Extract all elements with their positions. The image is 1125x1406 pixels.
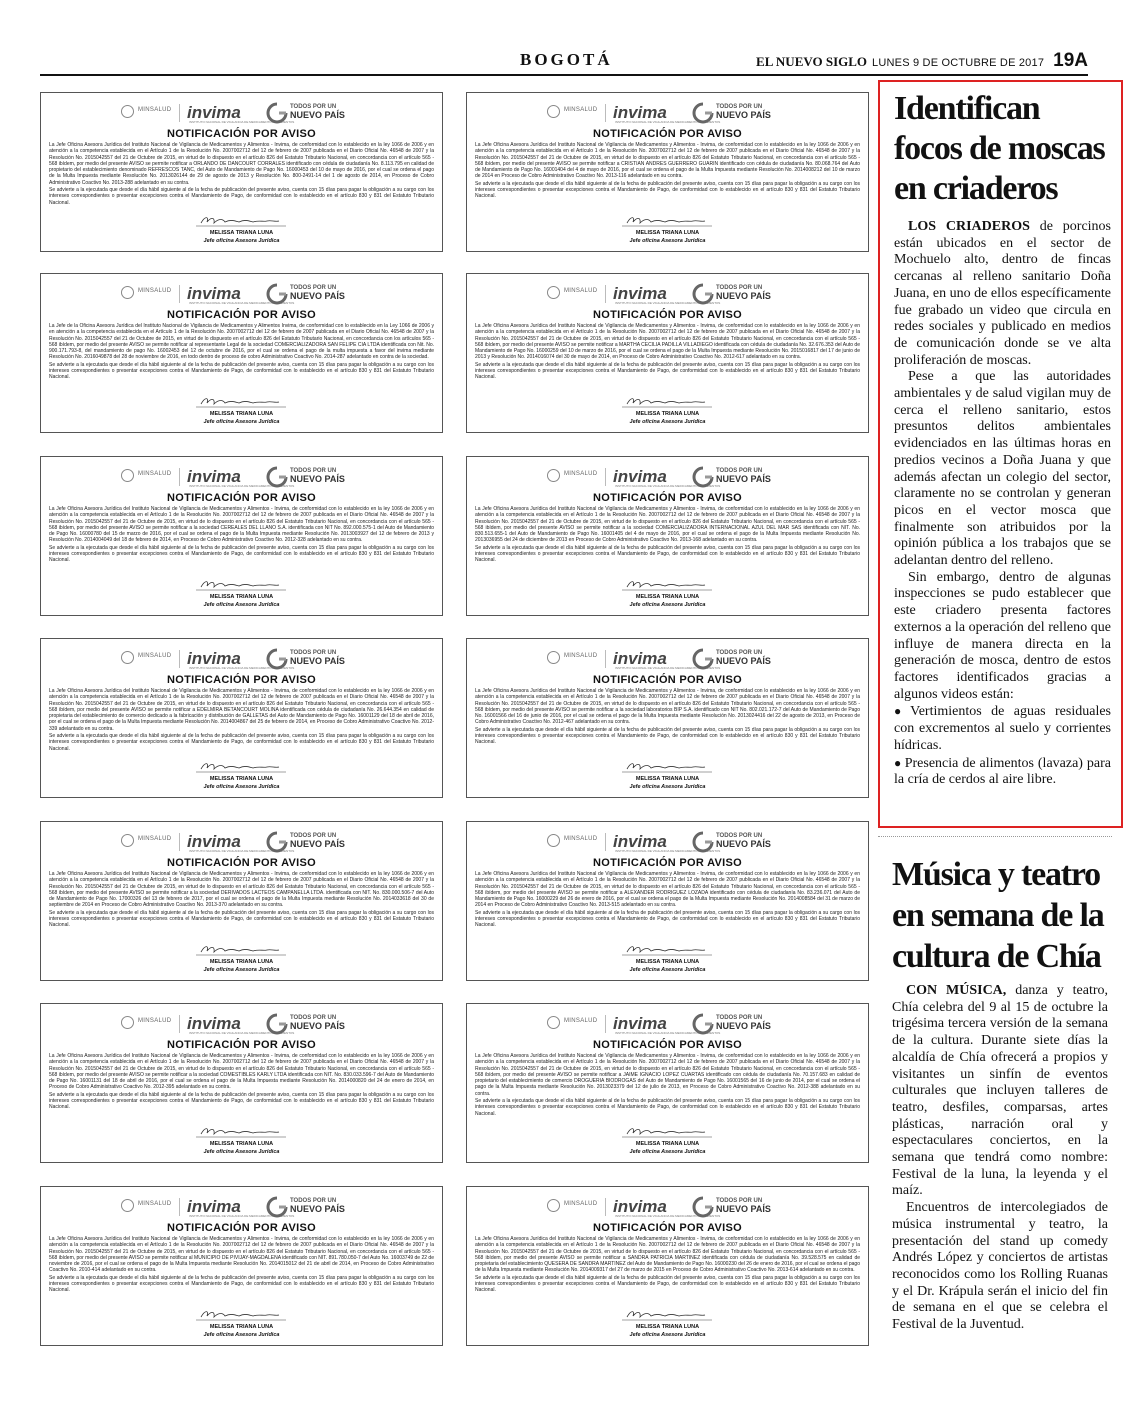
notice-title: NOTIFICACIÓN POR AVISO: [593, 309, 742, 321]
notice-paragraph: La Jefe Oficina Asesora Jurídica del Instituto Nacional de Vigilancia de Medicamentos y Alimentos - Invima, de conformidad con lo establecido en la ley 1066 de 2006 y en atención a la competencia establecida en el Artículo 1 de la Resolución No. 2007002712 del 12 de febrero de 2007 publicada en el Diario Oficial No. 46548 de 2007 y la Resolución No. 2015042557 del 21 de Octubre de 2015, en virtud de lo dispuesto en el artículo 826 del Estatuto Tributario Nacional, en concordancia con el artículo 565 - 568 ibídem, por medio del presente AVISO se permite notificar a la sociedad COMERCIALIZADORA INTERNACIONAL AZUL DEL MAR SAS identificada con NIT. No. 830.513.655-1 del Auto de Mandamiento de Pago No. 16001405 del 4 de mayo de 2016, por el cual se ordena el pago de la Multa Impuesta mediante Resolución No. 2013036955 del 24 de diciembre de 2013 en Proceso de Cobro Administrativo Coactivo No. 2013-168 adelantado en su contra.: [475, 506, 860, 544]
signer-title: Jefe oficina Asesora Jurídica: [203, 1332, 280, 1338]
nuevo-pais-line2: NUEVO PAÍS: [290, 110, 345, 120]
notice-paragraph: La Jefe de la Oficina Asesora Jurídica del Instituto Nacional de Vigilancia de Medicamentos y Alimentos Invima, de conformidad con lo establecido en la Ley 1066 de 2006 y en atención a la competencia establecida en el Artículo 1 de la Resolución No. 2007002712 del 12 de febrero de 2007 publicada en el Diario Oficial No. 46548 de 2007 y la Resolución No. 2015042557 del 21 de Octubre de 2015, en virtud de lo dispuesto en el artículo 826 del Estatuto Tributario Nacional, en concordancia con los artículos 565 - 568 ibídem, por medio del presente AVISO se permite notificar al representante Legal de la sociedad COMERCIALIZADORA SAN FELIPE CIA LTDA identificada con Nit. No. 900.171.793-8, del mandamiento de pago No. 16002453 del 12 de octubre de 2016, por el cual se ordena el pago de la multa impuesta a favor del invima mediante Resolución No. 2016049878 del 28 de noviembre de 2016, en todo dentro de proceso de cobro Administrativo Coactivo No. 2014-287 adelantado en contra de la sociedad.: [49, 323, 434, 361]
notice-ad: [466, 92, 869, 252]
minsalud-logo: MINSALUD: [564, 471, 598, 477]
signature-icon: [191, 396, 291, 408]
invima-logo: invima: [613, 284, 667, 303]
minsalud-logo: MINSALUD: [138, 1201, 172, 1207]
logo-divider: [605, 833, 606, 851]
story-text: danza y teatro, Chía celebra del 9 al 15 de octubre la trigésima tercera versión de la semana de la cultura. Durante siete días la alcaldía de Chía ofrecerá a propios y visitantes un sinfín de eventos culturales que incluyen talleres de teatro, desfiles, comparsas, artes plásticas, narración oral y espectaculares conciertos, en la semana que tendrá como nombre: Festival de la luna, la leyenda y el maíz.: [892, 983, 1109, 1199]
signature-icon: [617, 761, 717, 773]
nuevo-pais-line2: NUEVO PAÍS: [716, 291, 771, 301]
notice-ad: [466, 821, 869, 981]
notice-body: [475, 142, 860, 201]
invima-tagline: INSTITUTO NACIONAL DE VIGILANCIA DE MEDICAMENTOS Y ALIMENTOS: [189, 301, 295, 305]
notice-paragraph: La Jefe Oficina Asesora Jurídica del Instituto Nacional de Vigilancia de Medicamentos y Alimentos - Invima, de conformidad con lo establecido en la ley 1066 de 2006 y en atención a la competencia establecida en el Artículo 1 de la Resolución No. 2007002712 del 12 de febrero de 2007 publicada en el Diario Oficial No. 46548 de 2007 y la Resolución No. 2015042557 del 21 de Octubre de 2015, en virtud de lo dispuesto en el artículo 826 del Estatuto Tributario Nacional, en concordancia con el artículo 565 - 568 ibídem, por medio del presente AVISO se permite notificar a la sociedad CEREALES DEL LLANO S.A. identificada con NIT No. 892.000.575-1 del Auto de Mandamiento de Pago No. 16000780 del 15 de marzo de 2016, por el cual se ordena el pago de la Multa Impuesta mediante Resolución No. 2013003927 del 12 de febrero de 2013 y Resolución No. 2014004049 del 18 de febrero de 2014, en Proceso de Cobro Administrativo Coactivo No. 2012-328 adelantado en su contra.: [49, 506, 434, 544]
notice-warning: Se advierte a la ejecutada que desde el día hábil siguiente al de la fecha de publicación del presente aviso, cuenta con 15 días para pagar la obligación a su cargo con los intereses correspondientes o presentar excepciones contra el Mandamiento de Pago, de conformidad con lo establecido en el artículo 830 y 831 del Estatuto Tributario Nacional.: [475, 544, 860, 564]
nuevo-pais-line1: TODOS POR UN: [716, 104, 763, 110]
nuevo-pais-line2: NUEVO PAÍS: [290, 1204, 345, 1214]
nuevo-pais-line2: NUEVO PAÍS: [716, 474, 771, 484]
nuevo-pais-logo: [266, 466, 376, 488]
signature-icon: [191, 761, 291, 773]
signature-icon: [191, 215, 291, 227]
bullet-text: Presencia de alimentos (lavaza) para la cría de cerdos al aire libre.: [894, 755, 1112, 788]
nuevo-pais-icon: [266, 831, 288, 853]
signature-icon: [191, 944, 291, 956]
minsalud-logo: MINSALUD: [138, 107, 172, 113]
notice-warning: Se advierte a la ejecutada que desde el día hábil siguiente al de la fecha de publicación del presente aviso, cuenta con 15 días para pagar la obligación a su cargo con los intereses correspondientes o presentar excepciones contra el Mandamiento de Pago, de conformidad con lo establecido en el artículo 830 y 831 del Estatuto Tributario Nacional.: [475, 1098, 860, 1117]
signer-title: Jefe oficina Asesora Jurídica: [629, 602, 706, 608]
notice-ad: [466, 273, 869, 433]
logo-divider: [605, 285, 606, 303]
signer-title: Jefe oficina Asesora Jurídica: [629, 1332, 706, 1338]
header-rule: [40, 74, 1088, 76]
notice-body: [475, 688, 860, 747]
notice-body: [49, 323, 434, 382]
logo-divider: [179, 1198, 180, 1216]
notice-paragraph: La Jefe Oficina Asesora Jurídica del Instituto Nacional de Vigilancia de Medicamentos y Alimentos - Invima, de conformidad con lo establecido en la ley 1066 de 2006 y en atención a la competencia establecida en el Artículo 1 de la Resolución No. 2007002712 del 12 de febrero de 2007 publicada en el Diario Oficial No. 46548 de 2007 y la Resolución No. 2015042557 del 21 de Octubre de 2015, en virtud de lo dispuesto en el artículo 826 del Estatuto Tributario Nacional, en concordancia con el artículo 565 - 568 ibídem, por medio del presente AVISO se permite notificar a la sociedad COMESTIBLES KARLY LTDA identificada con NIT. No. 830.033.596-7 del Auto de Mandamiento de Pago No. 16001131 del 18 de abril de 2016, por el cual se ordena el pago de la Multa Impuesta mediante Resolución No. 2014000820 del 24 de enero de 2014, en Proceso de Cobro Administrativo Coactivo No. 2012-395 adelantado en su contra.: [49, 1053, 434, 1091]
nuevo-pais-logo: [266, 648, 376, 670]
nuevo-pais-line1: TODOS POR UN: [290, 468, 337, 474]
bullet-icon: ●: [894, 704, 908, 719]
minsalud-logo: MINSALUD: [564, 107, 598, 113]
nuevo-pais-icon: [692, 102, 714, 124]
nuevo-pais-line1: TODOS POR UN: [290, 1015, 337, 1021]
notice-logos: [121, 647, 381, 671]
logo-divider: [179, 104, 180, 122]
story-text: de porcinos están ubicados en el sector de Mochuelo alto, dentro de fincas cercanas al relleno sanitario Doña Juana, en uno de ellos específicamente fue grabado un video que circula en redes sociales y publicado en medios de comunicación donde se ve alta proliferación de moscas.: [894, 219, 1111, 368]
notice-title: NOTIFICACIÓN POR AVISO: [167, 1222, 316, 1234]
signature-icon: [617, 396, 717, 408]
notice-body: [475, 1053, 860, 1118]
notice-warning: Se advierte a la ejecutada que desde el día hábil siguiente al de la fecha de publicación del presente aviso, cuenta con 15 días para pagar la obligación a su cargo con los intereses correspondientes o presentar excepciones contra el Mandamiento de Pago, de conformidad con lo establecido en el artículo 830 y 831 del Estatuto Tributario Nacional.: [49, 544, 434, 564]
nuevo-pais-icon: [692, 1196, 714, 1218]
signature-icon: [191, 1309, 291, 1321]
nuevo-pais-icon: [692, 283, 714, 305]
notice-paragraph: La Jefe Oficina Asesora Jurídica del Instituto Nacional de Vigilancia de Medicamentos y Alimentos - Invima, de conformidad con lo establecido en la ley 1066 de 2006 y en atención a la competencia establecida en el Artículo 1 de la Resolución No. 2007002712 del 12 de febrero de 2007 publicada en el Diario Oficial No. 46548 de 2007 y la Resolución No. 2015042557 del 21 de Octubre de 2015, en virtud de lo dispuesto en el artículo 826 del Estatuto Tributario Nacional, en concordancia con el artículo 565 - 568 ibídem, por medio del presente AVISO se permite notificar a MARTHA CECILIA PADILLA VILLADIEGO identificada con cédula de ciudadanía No. 32.676.353 del Auto de Mandamiento de Pago No. 16000259 del 10 de marzo de 2016, por el cual se ordena el pago de la Multa Impuesta mediante Resolución No. 2015016817 del 17 de junio de 2013 y Resolución No. 2014016074 del 30 de mayo de 2014, en Proceso de Cobro Administrativo Coactivo No. 2012-617 adelantado en su contra.: [475, 323, 860, 361]
notice-logos: [121, 101, 381, 125]
story-paragraph: Pese a que las autoridades ambientales y de salud vigilan muy de cerca el relleno sanitario, estos presuntos delitos ambientales evidenciados en las últimas horas en predios vecinos a Doña Juana y que además afectan un colegio del sector, claramente no se controlan y generan picos en el vector mosca que finalmente son atribuidos por la opinión pública a los trabajos que se adelantan dentro del relleno.: [894, 369, 1111, 569]
nuevo-pais-line2: NUEVO PAÍS: [716, 656, 771, 666]
nuevo-pais-icon: [692, 648, 714, 670]
notice-ad: [466, 1003, 869, 1163]
notice-logos: [547, 830, 807, 854]
notice-title: NOTIFICACIÓN POR AVISO: [593, 1039, 742, 1051]
signature-icon: [617, 1309, 717, 1321]
nuevo-pais-line1: TODOS POR UN: [716, 650, 763, 656]
notice-warning: Se advierte a la ejecutada que desde el día hábil siguiente al de la fecha de publicación del presente aviso, cuenta con 15 días para pagar la obligación a su cargo con los intereses correspondientes o presentar excepciones contra el Mandamiento de Pago, de conformidad con lo establecido en el artículo 830 y 831 del Estatuto Tributario Nacional.: [475, 909, 860, 929]
notice-title: NOTIFICACIÓN POR AVISO: [167, 492, 316, 504]
minsalud-logo: MINSALUD: [138, 836, 172, 842]
signer-name: MELISSA TRIANA LUNA: [209, 230, 274, 236]
notice-title: NOTIFICACIÓN POR AVISO: [167, 309, 316, 321]
nuevo-pais-icon: [266, 648, 288, 670]
nuevo-pais-line2: NUEVO PAÍS: [290, 291, 345, 301]
notice-title: NOTIFICACIÓN POR AVISO: [593, 492, 742, 504]
invima-logo: invima: [613, 467, 667, 486]
colombia-seal-icon: [121, 1016, 134, 1029]
invima-logo: invima: [187, 832, 241, 851]
notice-logos: [547, 1012, 807, 1036]
signer-name: MELISSA TRIANA LUNA: [209, 1141, 274, 1147]
colombia-seal-icon: [547, 105, 560, 118]
notice-logos: [547, 1195, 807, 1219]
notice-paragraph: La Jefe Oficina Asesora Jurídica del Instituto Nacional de Vigilancia de Medicamentos y Alimentos - Invima, de conformidad con lo establecido en la ley 1066 de 2006 y en atención a la competencia establecida en el Artículo 1 de la Resolución No. 2007002712 del 12 de febrero de 2007 publicada en el Diario Oficial No. 46548 de 2007 y la Resolución No. 2015042557 del 21 de Octubre de 2015, en virtud de lo dispuesto en el artículo 826 del Estatuto Tributario Nacional, en concordancia con el artículo 565 - 568 ibídem, por medio del presente AVISO se permite notificar a JAIME IGNACIO LOPEZ CUARTAS identificado con cédula de ciudadanía No. 70.157.683 en calidad de propietario del establecimiento de comercio DROGUERIA BIODROGAS del Auto de Mandamiento de Pago No. 16001565 del 16 de junio de 2014, por el cual se ordena el pago de la Multa Impuesta mediante Resolución No. 2013023379 del 12 de julio de 2013, en Proceso de Cobro Administrativo Coactivo No. 2012-388 adelantado en su contra.: [475, 1053, 860, 1097]
colombia-seal-icon: [121, 105, 134, 118]
nuevo-pais-icon: [266, 1013, 288, 1035]
colombia-seal-icon: [121, 834, 134, 847]
signer-title: Jefe oficina Asesora Jurídica: [629, 784, 706, 790]
invima-tagline: INSTITUTO NACIONAL DE VIGILANCIA DE MEDICAMENTOS Y ALIMENTOS: [189, 1031, 295, 1035]
invima-logo: invima: [613, 1197, 667, 1216]
notice-warning: Se advierte a la ejecutada que desde el día hábil siguiente al de la fecha de publicación del presente aviso, cuenta con 15 días para pagar la obligación a su cargo con los intereses correspondientes o presentar excepciones contra el Mandamiento de Pago, de conformidad con lo establecido en el artículo 830 y 831 del Estatuto Tributario Nacional.: [49, 1274, 434, 1294]
invima-tagline: INSTITUTO NACIONAL DE VIGILANCIA DE MEDICAMENTOS Y ALIMENTOS: [615, 484, 721, 488]
signature-icon: [191, 1126, 291, 1138]
nuevo-pais-logo: [692, 1013, 802, 1035]
nuevo-pais-logo: [692, 648, 802, 670]
logo-divider: [179, 285, 180, 303]
signer-name: MELISSA TRIANA LUNA: [209, 776, 274, 782]
colombia-seal-icon: [121, 651, 134, 664]
invima-tagline: INSTITUTO NACIONAL DE VIGILANCIA DE MEDICAMENTOS Y ALIMENTOS: [615, 666, 721, 670]
invima-logo: invima: [187, 1014, 241, 1033]
nuevo-pais-logo: [692, 1196, 802, 1218]
colombia-seal-icon: [547, 1199, 560, 1212]
notice-paragraph: La Jefe Oficina Asesora Jurídica del Instituto Nacional de Vigilancia de Medicamentos y Alimentos - Invima, de conformidad con lo establecido en la ley 1066 de 2006 y en atención a la competencia establecida en el Artículo 1 de la Resolución No. 2007002712 del 12 de febrero de 2007 publicada en el Diario Oficial No. 46548 de 2007 y la Resolución No. 2015042557 del 21 de Octubre de 2015, en virtud de lo dispuesto en el artículo 826 del Estatuto Tributario Nacional, en concordancia con el artículo 565 - 568 ibídem, por medio del presente AVISO se permite notificar a CRISTIAN ANDRES GUERRERO GUARIN identificado con cédula de ciudadanía No. 80.068.764 del Auto de Mandamiento de Pago No. 16001404 del 4 de mayo de 2016, por el cual se ordena el pago de la Multa Impuesta mediante Resolución No. 2014008212 del 10 de marzo de 2014 en Proceso de Cobro Administrativo Coactivo No. 2013-116 adelantado en su contra.: [475, 142, 860, 180]
colombia-seal-icon: [547, 651, 560, 664]
story-chia: [878, 854, 1112, 1334]
nuevo-pais-icon: [266, 466, 288, 488]
nuevo-pais-line2: NUEVO PAÍS: [290, 474, 345, 484]
nuevo-pais-logo: [266, 102, 376, 124]
minsalud-logo: MINSALUD: [564, 653, 598, 659]
notice-paragraph: La Jefe Oficina Asesora Jurídica del Instituto Nacional de Vigilancia de Medicamentos y Alimentos - Invima, de conformidad con lo establecido en la ley 1066 de 2006 y en atención a la competencia establecida en el Artículo 1 de la Resolución No. 2007002712 del 12 de febrero de 2007 publicada en el Diario Oficial No. 46548 de 2007 y la Resolución No. 2015042557 del 21 de Octubre de 2015, en virtud de lo dispuesto en el artículo 826 del Estatuto Tributario Nacional, en concordancia con el artículo 565 - 568 ibídem, por medio del presente AVISO se permite notificar a la sociedad laboratorios BIP S.A. identificado con NIT No. 802.021.172-7 del Auto de Mandamiento de Pago No. 16001566 del 16 de junio de 2016, por el cual se ordena el pago de la Multa Impuesta mediante Resolución No. 2013024416 del 22 de agosto de 2013, en Proceso de Cobro Administrativo Coactivo No. 2012-467 adelantado en su contra.: [475, 688, 860, 726]
story-lead: CON MÚSICA,: [906, 983, 1007, 998]
nuevo-pais-line2: NUEVO PAÍS: [290, 839, 345, 849]
nuevo-pais-line1: TODOS POR UN: [716, 285, 763, 291]
notice-title: NOTIFICACIÓN POR AVISO: [593, 1222, 742, 1234]
page-header: [40, 50, 1088, 72]
signer-title: Jefe oficina Asesora Jurídica: [203, 602, 280, 608]
logo-divider: [605, 1015, 606, 1033]
signer-name: MELISSA TRIANA LUNA: [209, 1324, 274, 1330]
story-paragraph: Sin embargo, dentro de algunas inspecciones se pudo establecer que este criadero presenta factores externos a la operación del relleno que influye de manera directa en la generación de mosca, dentro de estos factores identificados gracias a algunos videos están:: [894, 569, 1111, 702]
nuevo-pais-line1: TODOS POR UN: [716, 468, 763, 474]
signer-title: Jefe oficina Asesora Jurídica: [629, 238, 706, 244]
nuevo-pais-logo: [692, 102, 802, 124]
invima-logo: invima: [613, 103, 667, 122]
nuevo-pais-line1: TODOS POR UN: [716, 833, 763, 839]
invima-tagline: INSTITUTO NACIONAL DE VIGILANCIA DE MEDICAMENTOS Y ALIMENTOS: [189, 1214, 295, 1218]
nuevo-pais-line1: TODOS POR UN: [716, 1015, 763, 1021]
nuevo-pais-line2: NUEVO PAÍS: [716, 839, 771, 849]
signer-name: MELISSA TRIANA LUNA: [635, 411, 700, 417]
notice-ad: [40, 456, 443, 616]
notice-body: [49, 506, 434, 565]
notice-ad: [40, 273, 443, 433]
nuevo-pais-icon: [266, 1196, 288, 1218]
bullet-icon: ●: [894, 755, 902, 770]
invima-tagline: INSTITUTO NACIONAL DE VIGILANCIA DE MEDICAMENTOS Y ALIMENTOS: [189, 849, 295, 853]
signer-title: Jefe oficina Asesora Jurídica: [629, 1149, 706, 1155]
signer-name: MELISSA TRIANA LUNA: [635, 959, 700, 965]
minsalud-logo: MINSALUD: [138, 288, 172, 294]
notice-logos: [121, 1012, 381, 1036]
notice-body: [475, 323, 860, 382]
invima-tagline: INSTITUTO NACIONAL DE VIGILANCIA DE MEDICAMENTOS Y ALIMENTOS: [189, 666, 295, 670]
notice-title: NOTIFICACIÓN POR AVISO: [593, 128, 742, 140]
nuevo-pais-line2: NUEVO PAÍS: [716, 110, 771, 120]
notice-paragraph: La Jefe Oficina Asesora Jurídica del Instituto Nacional de Vigilancia de Medicamentos y Alimentos - Invima, de conformidad con lo establecido en la ley 1066 de 2006 y en atención a la competencia establecida en el Artículo 1 de la Resolución No. 2007002712 del 12 de febrero de 2007 publicada en el Diario Oficial No. 46548 de 2007 y la Resolución No. 2015042557 del 21 de Octubre de 2015, en virtud de lo dispuesto en el artículo 826 del Estatuto Tributario Nacional, en concordancia con el artículo 565 - 568 ibídem, por medio del presente AVISO se permite notificar a SANDRA PATRICIA MARTINEZ identificada con cédula de ciudadanía No. 39.528.575 en calidad de propietaria del establecimiento QUESERA DE SANDRA MARTINEZ del Auto de Mandamiento de Pago No. 16000230 del 26 de enero de 2016, por el cual se ordena el pago de la Multa Impuesta mediante Resolución No. 2014009317 del 27 de marzo de 2015 en Proceso de Cobro Administrativo Coactivo No. 2013-614 adelantado en su contra.: [475, 1236, 860, 1274]
nuevo-pais-line1: TODOS POR UN: [290, 1198, 337, 1204]
notice-body: [475, 871, 860, 930]
invima-logo: invima: [613, 832, 667, 851]
signer-name: MELISSA TRIANA LUNA: [635, 594, 700, 600]
notice-warning: Se advierte a la ejecutada que desde el día hábil siguiente al de la fecha de publicación del presente aviso, cuenta con 15 días para pagar la obligación a su cargo con los intereses correspondientes o presentar excepciones contra el Mandamiento de Pago, de conformidad con lo establecido en el artículo 830 y 831 del Estatuto Tributario Nacional.: [475, 1274, 860, 1294]
nuevo-pais-line2: NUEVO PAÍS: [290, 656, 345, 666]
signer-title: Jefe oficina Asesora Jurídica: [203, 419, 280, 425]
notice-warning: Se advierte a la ejecutada que desde el día hábil siguiente al de la fecha de publicación del presente aviso, cuenta con 15 días para pagar la obligación a su cargo con los intereses correspondientes o presentar excepciones contra el Mandamiento de Pago, de conformidad con lo establecido en el artículo 830 y 831 del Estatuto Tributario Nacional.: [49, 187, 434, 206]
notice-ad: [40, 1186, 443, 1346]
logo-divider: [605, 468, 606, 486]
notice-ad: [466, 638, 869, 798]
nuevo-pais-icon: [266, 102, 288, 124]
invima-logo: invima: [613, 1014, 667, 1033]
signature-icon: [617, 215, 717, 227]
notice-paragraph: La Jefe Oficina Asesora Jurídica del Instituto Nacional de Vigilancia de Medicamentos y Alimentos - Invima, de conformidad con lo establecido en la ley 1066 de 2006 y en atención a la competencia establecida en el Artículo 1 de la Resolución No. 2007002712 del 12 de febrero de 2007 publicada en el Diario Oficial No. 46548 de 2007 y la Resolución No. 2015042557 del 21 de Octubre de 2015, en virtud de lo dispuesto en el artículo 826 del Estatuto Tributario Nacional, en concordancia con el artículo 565 - 568 ibídem, por medio del presente AVISO se permite notificar a ALEXANDER RODRIGUEZ LOZADA identificado con cédula de ciudadanía No. 83.236.071 del Auto de Mandamiento de Pago No. 16000229 del 26 de enero de 2016, por el cual se ordena el pago de la Multa Impuesta mediante Resolución No. 2014008584 del 31 de marzo de 2014 en Proceso de Cobro Administrativo Coactivo No. 2013-515 adelantado en su contra.: [475, 871, 860, 909]
bullet-text: Vertimientos de aguas residuales con excrementos al suelo y corrientes hídricas.: [894, 704, 1111, 753]
notice-paragraph: La Jefe Oficina Asesora Jurídica del Instituto Nacional de Vigilancia de Medicamentos y Alimentos - Invima, de conformidad con lo establecido en la ley 1066 de 2006 y en atención a la competencia establecida en el Artículo 1 de la Resolución No. 2007002712 del 12 de febrero de 2007 publicada en el Diario Oficial No. 46548 de 2007 y la Resolución No. 2015042557 del 21 de Octubre de 2015, en virtud de lo dispuesto en el artículo 826 del Estatuto Tributario Nacional, en concordancia con el artículo 565 - 568 ibídem, por medio del presente AVISO se permite notificar a la sociedad DERIVADOS LACTEOS CAMPANELLA LTDA. identificada con NIT. No. 830.000.506-7 del Auto de Mandamiento de Pago No. 17000326 del 13 de febrero de 2017, por el cual se ordena el pago de la Multa Impuesta mediante Resolución No. 2014033618 del 30 de septiembre de 2014 en Proceso de Cobro Administrativo Coactivo No. 2013-370 adelantado en su contra.: [49, 871, 434, 909]
nuevo-pais-line1: TODOS POR UN: [290, 285, 337, 291]
notice-ad: [466, 456, 869, 616]
story-bullet: [894, 755, 1111, 789]
invima-tagline: INSTITUTO NACIONAL DE VIGILANCIA DE MEDICAMENTOS Y ALIMENTOS: [615, 849, 721, 853]
notice-warning: Se advierte a la ejecutada que desde el día hábil siguiente al de la fecha de publicación del presente aviso, cuenta con 15 días para pagar la obligación a su cargo con los intereses correspondientes o presentar excepciones contra el Mandamiento de Pago, de conformidad con lo establecido en el artículo 830 y 831 del Estatuto Tributario Nacional.: [475, 726, 860, 746]
logo-divider: [605, 104, 606, 122]
logo-divider: [179, 833, 180, 851]
story-paragraph: Encuentros de intercolegiados de música instrumental y teatro, la presentación del stand up comedy Andrés López y conciertos de artistas reconocidos como los Rolling Ruanas y el Dr. Krápula serán el inicio del fin de semana en el que se celebra el Festival de la Juventud.: [892, 1200, 1108, 1333]
signer-name: MELISSA TRIANA LUNA: [209, 411, 274, 417]
invima-tagline: INSTITUTO NACIONAL DE VIGILANCIA DE MEDICAMENTOS Y ALIMENTOS: [189, 484, 295, 488]
signer-name: MELISSA TRIANA LUNA: [209, 959, 274, 965]
notice-logos: [547, 465, 807, 489]
story-paragraph: [894, 219, 1111, 369]
notice-warning: Se advierte a la ejecutada que desde el día hábil siguiente al de la fecha de publicación del presente aviso, cuenta con 15 días para pagar la obligación a su cargo con los intereses correspondientes o presentar excepciones contra el Mandamiento de Pago, de conformidad con lo establecido en el artículo 830 y 831 del Estatuto Tributario Nacional.: [475, 361, 860, 381]
signer-title: Jefe oficina Asesora Jurídica: [629, 419, 706, 425]
invima-logo: invima: [187, 467, 241, 486]
notice-logos: [547, 282, 807, 306]
section-name: BOGOTÁ: [520, 50, 613, 69]
signer-name: MELISSA TRIANA LUNA: [635, 230, 700, 236]
signature-icon: [617, 944, 717, 956]
signature-icon: [617, 579, 717, 591]
signature-icon: [191, 579, 291, 591]
notice-body: [475, 1236, 860, 1295]
page-number: 19A: [1053, 50, 1088, 71]
invima-logo: invima: [187, 284, 241, 303]
nuevo-pais-line1: TODOS POR UN: [290, 650, 337, 656]
notice-warning: Se advierte a la ejecutada que desde el día hábil siguiente al de la fecha de publicación del presente aviso, cuenta con 15 días para pagar la obligación a su cargo con los intereses correspondientes o presentar excepciones contra el Mandamiento de Pago, de conformidad con lo establecido en el artículo 830 y 831 del Estatuto Tributario Nacional.: [475, 180, 860, 200]
minsalud-logo: MINSALUD: [564, 836, 598, 842]
invima-tagline: INSTITUTO NACIONAL DE VIGILANCIA DE MEDICAMENTOS Y ALIMENTOS: [615, 120, 721, 124]
colombia-seal-icon: [547, 469, 560, 482]
header-masthead: [756, 50, 1088, 72]
notice-title: NOTIFICACIÓN POR AVISO: [167, 128, 316, 140]
issue-date: LUNES 9 DE OCTUBRE DE 2017: [872, 57, 1045, 69]
notice-ad: [40, 1003, 443, 1163]
colombia-seal-icon: [121, 286, 134, 299]
nuevo-pais-logo: [692, 831, 802, 853]
notice-title: NOTIFICACIÓN POR AVISO: [167, 857, 316, 869]
notice-ad: [466, 1186, 869, 1346]
notice-logos: [121, 465, 381, 489]
invima-logo: invima: [187, 103, 241, 122]
nuevo-pais-logo: [266, 1013, 376, 1035]
story-body: [892, 983, 1108, 1334]
invima-tagline: INSTITUTO NACIONAL DE VIGILANCIA DE MEDICAMENTOS Y ALIMENTOS: [615, 301, 721, 305]
colombia-seal-icon: [547, 286, 560, 299]
nuevo-pais-logo: [266, 283, 376, 305]
colombia-seal-icon: [547, 1016, 560, 1029]
colombia-seal-icon: [121, 469, 134, 482]
story-divider: [878, 836, 1112, 837]
invima-tagline: INSTITUTO NACIONAL DE VIGILANCIA DE MEDICAMENTOS Y ALIMENTOS: [189, 120, 295, 124]
notice-ad: [40, 638, 443, 798]
minsalud-logo: MINSALUD: [564, 288, 598, 294]
minsalud-logo: MINSALUD: [138, 653, 172, 659]
story-lead: LOS CRIADEROS: [908, 219, 1030, 234]
logo-divider: [605, 650, 606, 668]
signer-title: Jefe oficina Asesora Jurídica: [203, 238, 280, 244]
notice-warning: Se advierte a la ejecutada que desde el día hábil siguiente al de la fecha de publicación del presente aviso, cuenta con 15 días para pagar la obligación a su cargo con los intereses correspondientes o presentar excepciones contra el Mandamiento de Pago, de conformidad con lo establecido en el artículo 830 y 831 del Estatuto Tributario Nacional.: [49, 1091, 434, 1111]
story-paragraph: [892, 983, 1108, 1200]
colombia-seal-icon: [121, 1199, 134, 1212]
invima-logo: invima: [187, 1197, 241, 1216]
notice-paragraph: La Jefe Oficina Asesora Jurídica del Instituto Nacional de Vigilancia de Medicamentos y Alimentos - Invima, de conformidad con lo establecido en la ley 1066 de 2006 y en atención a la competencia establecida en el Artículo 1 de la Resolución No. 2007002712 del 12 de febrero de 2007 publicada en el Diario Oficial No. 46548 de 2007 y la Resolución No. 2015042557 del 21 de Octubre de 2015, en virtud de lo dispuesto en el artículo 826 del Estatuto Tributario Nacional, en concordancia con el artículo 565 - 568 ibídem, por medio del presente AVISO se permite notificar al MUNICIPIO DE PIVIJAY-MAGDALENA identificado con NIT. 891.780.050-7 del Auto No. 16003749 de 22 de noviembre de 2016, por el cual se ordena el pago de la Multa Impuesta mediante Resolución No. 2014015012 del 21 de abril de 2014, en Proceso de Cobro Administrativo Coactivo No. 2010-414 adelantado en su contra.: [49, 1236, 434, 1274]
notice-body: [49, 1053, 434, 1112]
nuevo-pais-icon: [266, 283, 288, 305]
story-body: [894, 219, 1111, 789]
signer-name: MELISSA TRIANA LUNA: [635, 1141, 700, 1147]
signer-title: Jefe oficina Asesora Jurídica: [203, 1149, 280, 1155]
notice-ad: [40, 92, 443, 252]
nuevo-pais-logo: [266, 831, 376, 853]
invima-logo: invima: [187, 649, 241, 668]
notice-title: NOTIFICACIÓN POR AVISO: [593, 674, 742, 686]
minsalud-logo: MINSALUD: [564, 1201, 598, 1207]
notice-body: [49, 1236, 434, 1295]
logo-divider: [605, 1198, 606, 1216]
story-headline: Identifican focos de moscas en criaderos: [894, 90, 1105, 207]
signature-icon: [617, 1126, 717, 1138]
notice-logos: [121, 1195, 381, 1219]
story-bullet: [894, 703, 1111, 754]
invima-logo: invima: [613, 649, 667, 668]
notice-logos: [121, 282, 381, 306]
signer-name: MELISSA TRIANA LUNA: [635, 1324, 700, 1330]
notice-title: NOTIFICACIÓN POR AVISO: [167, 674, 316, 686]
nuevo-pais-line2: NUEVO PAÍS: [716, 1021, 771, 1031]
notice-body: [49, 142, 434, 207]
notice-warning: Se advierte a la ejecutada que desde el día hábil siguiente al de la fecha de publicación del presente aviso, cuenta con 15 días para pagar la obligación a su cargo con los intereses correspondientes o presentar excepciones contra el Mandamiento de Pago, de conformidad con lo establecido en el artículo 830 y 831 del Estatuto Tributario Nacional.: [49, 733, 434, 752]
nuevo-pais-line2: NUEVO PAÍS: [290, 1021, 345, 1031]
colombia-seal-icon: [547, 834, 560, 847]
signer-title: Jefe oficina Asesora Jurídica: [629, 967, 706, 973]
nuevo-pais-line1: TODOS POR UN: [716, 1198, 763, 1204]
minsalud-logo: MINSALUD: [138, 471, 172, 477]
nuevo-pais-logo: [266, 1196, 376, 1218]
logo-divider: [179, 468, 180, 486]
notice-ad: [40, 821, 443, 981]
nuevo-pais-logo: [692, 283, 802, 305]
newspaper-name: EL NUEVO SIGLO: [756, 54, 868, 69]
notice-logos: [547, 647, 807, 671]
nuevo-pais-icon: [692, 831, 714, 853]
notice-warning: Se advierte a la ejecutada que desde el día hábil siguiente al de la fecha de publicación del presente aviso, cuenta con 15 días para pagar la obligación a su cargo con los intereses correspondientes o presentar excepciones contra el Mandamiento de Pago, de conformidad con lo establecido en el artículo 830 y 831 del Estatuto Tributario Nacional.: [49, 909, 434, 929]
notice-title: NOTIFICACIÓN POR AVISO: [167, 1039, 316, 1051]
story-moscas: [878, 80, 1123, 828]
logo-divider: [179, 1015, 180, 1033]
notice-logos: [121, 830, 381, 854]
nuevo-pais-line1: TODOS POR UN: [290, 104, 337, 110]
signer-title: Jefe oficina Asesora Jurídica: [203, 967, 280, 973]
story-headline: Música y teatro en semana de la cultura de Chía: [892, 856, 1104, 975]
notice-warning: Se advierte a la ejecutada que desde el día hábil siguiente al de la fecha de publicación del presente aviso, cuenta con 15 días para pagar la obligación a su cargo con los intereses correspondientes o presentar excepciones contra el Mandamiento de Pago, de conformidad con lo establecido en el artículo 830 y 831 del Estatuto Tributario Nacional.: [49, 361, 434, 381]
notice-paragraph: La Jefe Oficina Asesora Jurídica del Instituto Nacional de Vigilancia de Medicamentos y Alimentos - Invima, de conformidad con lo establecido en la ley 1066 de 2006 y en atención a la competencia establecida en el Artículo 1 de la Resolución No. 2007002712 del 12 de febrero de 2007 publicada en el Diario Oficial No. 46548 de 2007 y la Resolución No. 2015042557 del 21 de Octubre de 2015, en virtud de lo dispuesto en el artículo 826 del Estatuto Tributario Nacional, en concordancia con el artículo 565 - 568 ibídem, por medio del presente AVISO se permite notificar a ORLANDO DE DANCOURT CORRALES identificado con cédula de ciudadanía No. 8.113.795 en calidad de propietario del establecimiento denominado REFRESCOS TANC, del Auto de Mandamiento de Pago No. 16000453 del 10 de mayo de 2016, por el cual se ordena el pago de la Multa Impuesta mediante Resolución No. 2013026144 de 29 de agosto de 2013 y Resolución No. 800-2491-14 del 1 de agosto de 2014, en Proceso de Cobro Administrativo Coactivo No. 2013-288 adelantado en su contra.: [49, 142, 434, 186]
nuevo-pais-icon: [692, 1013, 714, 1035]
notice-body: [49, 688, 434, 753]
nuevo-pais-logo: [692, 466, 802, 488]
minsalud-logo: MINSALUD: [564, 1018, 598, 1024]
signer-title: Jefe oficina Asesora Jurídica: [203, 784, 280, 790]
nuevo-pais-line1: TODOS POR UN: [290, 833, 337, 839]
signer-name: MELISSA TRIANA LUNA: [635, 776, 700, 782]
notice-logos: [547, 101, 807, 125]
minsalud-logo: MINSALUD: [138, 1018, 172, 1024]
signer-name: MELISSA TRIANA LUNA: [209, 594, 274, 600]
nuevo-pais-line2: NUEVO PAÍS: [716, 1204, 771, 1214]
invima-tagline: INSTITUTO NACIONAL DE VIGILANCIA DE MEDICAMENTOS Y ALIMENTOS: [615, 1031, 721, 1035]
notice-paragraph: La Jefe Oficina Asesora Jurídica del Instituto Nacional de Vigilancia de Medicamentos y Alimentos - Invima, de conformidad con lo establecido en la ley 1066 de 2006 y en atención a la competencia establecida en el Artículo 1 de la Resolución No. 2007002712 del 12 de febrero de 2007 publicada en el Diario Oficial No. 46548 de 2007 y la Resolución No. 2015042557 del 21 de Octubre de 2015, en virtud de lo dispuesto en el artículo 826 del Estatuto Tributario Nacional, en concordancia con el artículo 565 - 568 ibídem, por medio del presente AVISO se permite notificar a EDELMIRA BETANCOURT MOLINA identificada con cédula de ciudadanía No. 26.644.354 en calidad de propietaria del establecimiento de comercio dedicado a la fabricación y distribución de GALLETAS del Auto de Mandamiento de Pago No. 16001129 del 18 de abril de 2016, por el cual se ordena el pago de la Multa Impuesta mediante Resolución No. 2014004867 del 25 de febrero de 2014, en Proceso de Cobro Administrativo Coactivo No. 2012-339 adelantado en su contra.: [49, 688, 434, 732]
invima-tagline: INSTITUTO NACIONAL DE VIGILANCIA DE MEDICAMENTOS Y ALIMENTOS: [615, 1214, 721, 1218]
notice-body: [475, 506, 860, 565]
notice-title: NOTIFICACIÓN POR AVISO: [593, 857, 742, 869]
notice-body: [49, 871, 434, 930]
nuevo-pais-icon: [692, 466, 714, 488]
logo-divider: [179, 650, 180, 668]
